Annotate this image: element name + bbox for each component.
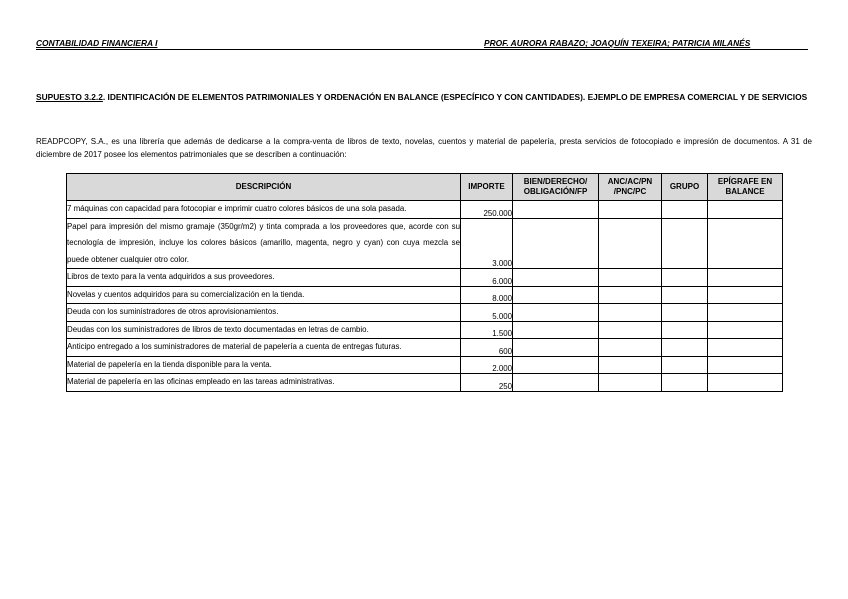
row-description: Novelas y cuentos adquiridos para su comercialización en la tienda.	[67, 286, 461, 304]
row-bien-cell[interactable]	[513, 356, 599, 374]
row-importe: 3.000	[461, 218, 513, 269]
row-epigrafe-cell[interactable]	[708, 304, 783, 322]
row-bien-cell[interactable]	[513, 269, 599, 287]
row-importe: 600	[461, 339, 513, 357]
row-bien-cell[interactable]	[513, 339, 599, 357]
row-anc-cell[interactable]	[599, 374, 662, 392]
row-bien-cell[interactable]	[513, 201, 599, 219]
row-bien-cell[interactable]	[513, 374, 599, 392]
header-epigrafe: EPÍGRAFE EN BALANCE	[708, 174, 783, 201]
exercise-heading: . IDENTIFICACIÓN DE ELEMENTOS PATRIMONIALES Y ORDENACIÓN EN BALANCE (ESPECÍFICO Y CON CANTIDADES). EJEMPLO DE EMPRESA COMERCIAL Y DE SERVICIOS	[102, 92, 808, 102]
table-row	[67, 286, 783, 304]
row-anc-cell[interactable]	[599, 269, 662, 287]
exercise-number: SUPUESTO 3.2.2	[36, 92, 103, 102]
row-importe: 5.000	[461, 304, 513, 322]
table-row	[67, 374, 783, 392]
row-anc-cell[interactable]	[599, 304, 662, 322]
row-grupo-cell[interactable]	[662, 304, 708, 322]
row-epigrafe-cell[interactable]	[708, 374, 783, 392]
row-epigrafe-cell[interactable]	[708, 321, 783, 339]
row-importe: 250.000	[461, 201, 513, 219]
row-grupo-cell[interactable]	[662, 218, 708, 269]
row-anc-cell[interactable]	[599, 218, 662, 269]
row-grupo-cell[interactable]	[662, 356, 708, 374]
header-bien: BIEN/DERECHO/ OBLIGACIÓN/FP	[513, 174, 599, 201]
table-header-row	[67, 174, 783, 201]
row-grupo-cell[interactable]	[662, 339, 708, 357]
exercise-title	[36, 91, 812, 104]
row-grupo-cell[interactable]	[662, 321, 708, 339]
professors: PROF. AURORA RABAZO; JOAQUÍN TEXEIRA; PATRICIA MILANÉS	[484, 38, 751, 48]
row-bien-cell[interactable]	[513, 218, 599, 269]
table-row	[67, 201, 783, 219]
table-row	[67, 339, 783, 357]
row-description: Deuda con los suministradores de otros aprovisionamientos.	[67, 304, 461, 322]
row-grupo-cell[interactable]	[662, 201, 708, 219]
row-epigrafe-cell[interactable]	[708, 269, 783, 287]
row-description: Deudas con los suministradores de libros de texto documentadas en letras de cambio.	[67, 321, 461, 339]
table-row	[67, 321, 783, 339]
row-importe: 6.000	[461, 269, 513, 287]
row-epigrafe-cell[interactable]	[708, 356, 783, 374]
row-epigrafe-cell[interactable]	[708, 339, 783, 357]
row-importe: 8.000	[461, 286, 513, 304]
row-importe: 1.500	[461, 321, 513, 339]
row-description: Material de papelería en las oficinas empleado en las tareas administrativas.	[67, 374, 461, 392]
table-row	[67, 218, 783, 269]
row-grupo-cell[interactable]	[662, 286, 708, 304]
row-grupo-cell[interactable]	[662, 374, 708, 392]
row-anc-cell[interactable]	[599, 356, 662, 374]
header-grupo: GRUPO	[662, 174, 708, 201]
page-header	[36, 38, 808, 50]
row-grupo-cell[interactable]	[662, 269, 708, 287]
row-bien-cell[interactable]	[513, 286, 599, 304]
row-description: Anticipo entregado a los suministradores de material de papelería a cuenta de entregas futuras.	[67, 339, 461, 357]
row-bien-cell[interactable]	[513, 304, 599, 322]
row-anc-cell[interactable]	[599, 321, 662, 339]
row-bien-cell[interactable]	[513, 321, 599, 339]
table-row	[67, 356, 783, 374]
row-anc-cell[interactable]	[599, 339, 662, 357]
course-name: CONTABILIDAD FINANCIERA I	[36, 38, 158, 48]
row-anc-cell[interactable]	[599, 201, 662, 219]
row-description: Papel para impresión del mismo gramaje (350gr/m2) y tinta comprada a los proveedores que, acorde con su tecnología de impresión, incluye los colores básicos (amarillo, magenta, negro y cyan) con cuya mezcla se puede obtener cualquier otro color.	[67, 218, 461, 269]
intro-paragraph: READPCOPY, S.A., es una librería que además de dedicarse a la compra-venta de libros de texto, novelas, cuentos y material de papelería, presta servicios de fotocopiado e impresión de documentos. A 31 de diciembre de 2017 posee los elementos patrimoniales que se describen a continuación:	[36, 137, 812, 159]
table-row	[67, 304, 783, 322]
row-anc-cell[interactable]	[599, 286, 662, 304]
table-row	[67, 269, 783, 287]
balance-table	[66, 173, 783, 392]
row-epigrafe-cell[interactable]	[708, 218, 783, 269]
header-anc: ANC/AC/PN /PNC/PC	[599, 174, 662, 201]
row-importe: 250	[461, 374, 513, 392]
row-description: 7 máquinas con capacidad para fotocopiar e imprimir cuatro colores básicos de una sola pasada.	[67, 201, 461, 219]
header-importe: IMPORTE	[461, 174, 513, 201]
header-descripcion: DESCRIPCIÓN	[67, 174, 461, 201]
row-description: Material de papelería en la tienda disponible para la venta.	[67, 356, 461, 374]
row-importe: 2.000	[461, 356, 513, 374]
row-epigrafe-cell[interactable]	[708, 201, 783, 219]
row-description: Libros de texto para la venta adquiridos a sus proveedores.	[67, 269, 461, 287]
row-epigrafe-cell[interactable]	[708, 286, 783, 304]
